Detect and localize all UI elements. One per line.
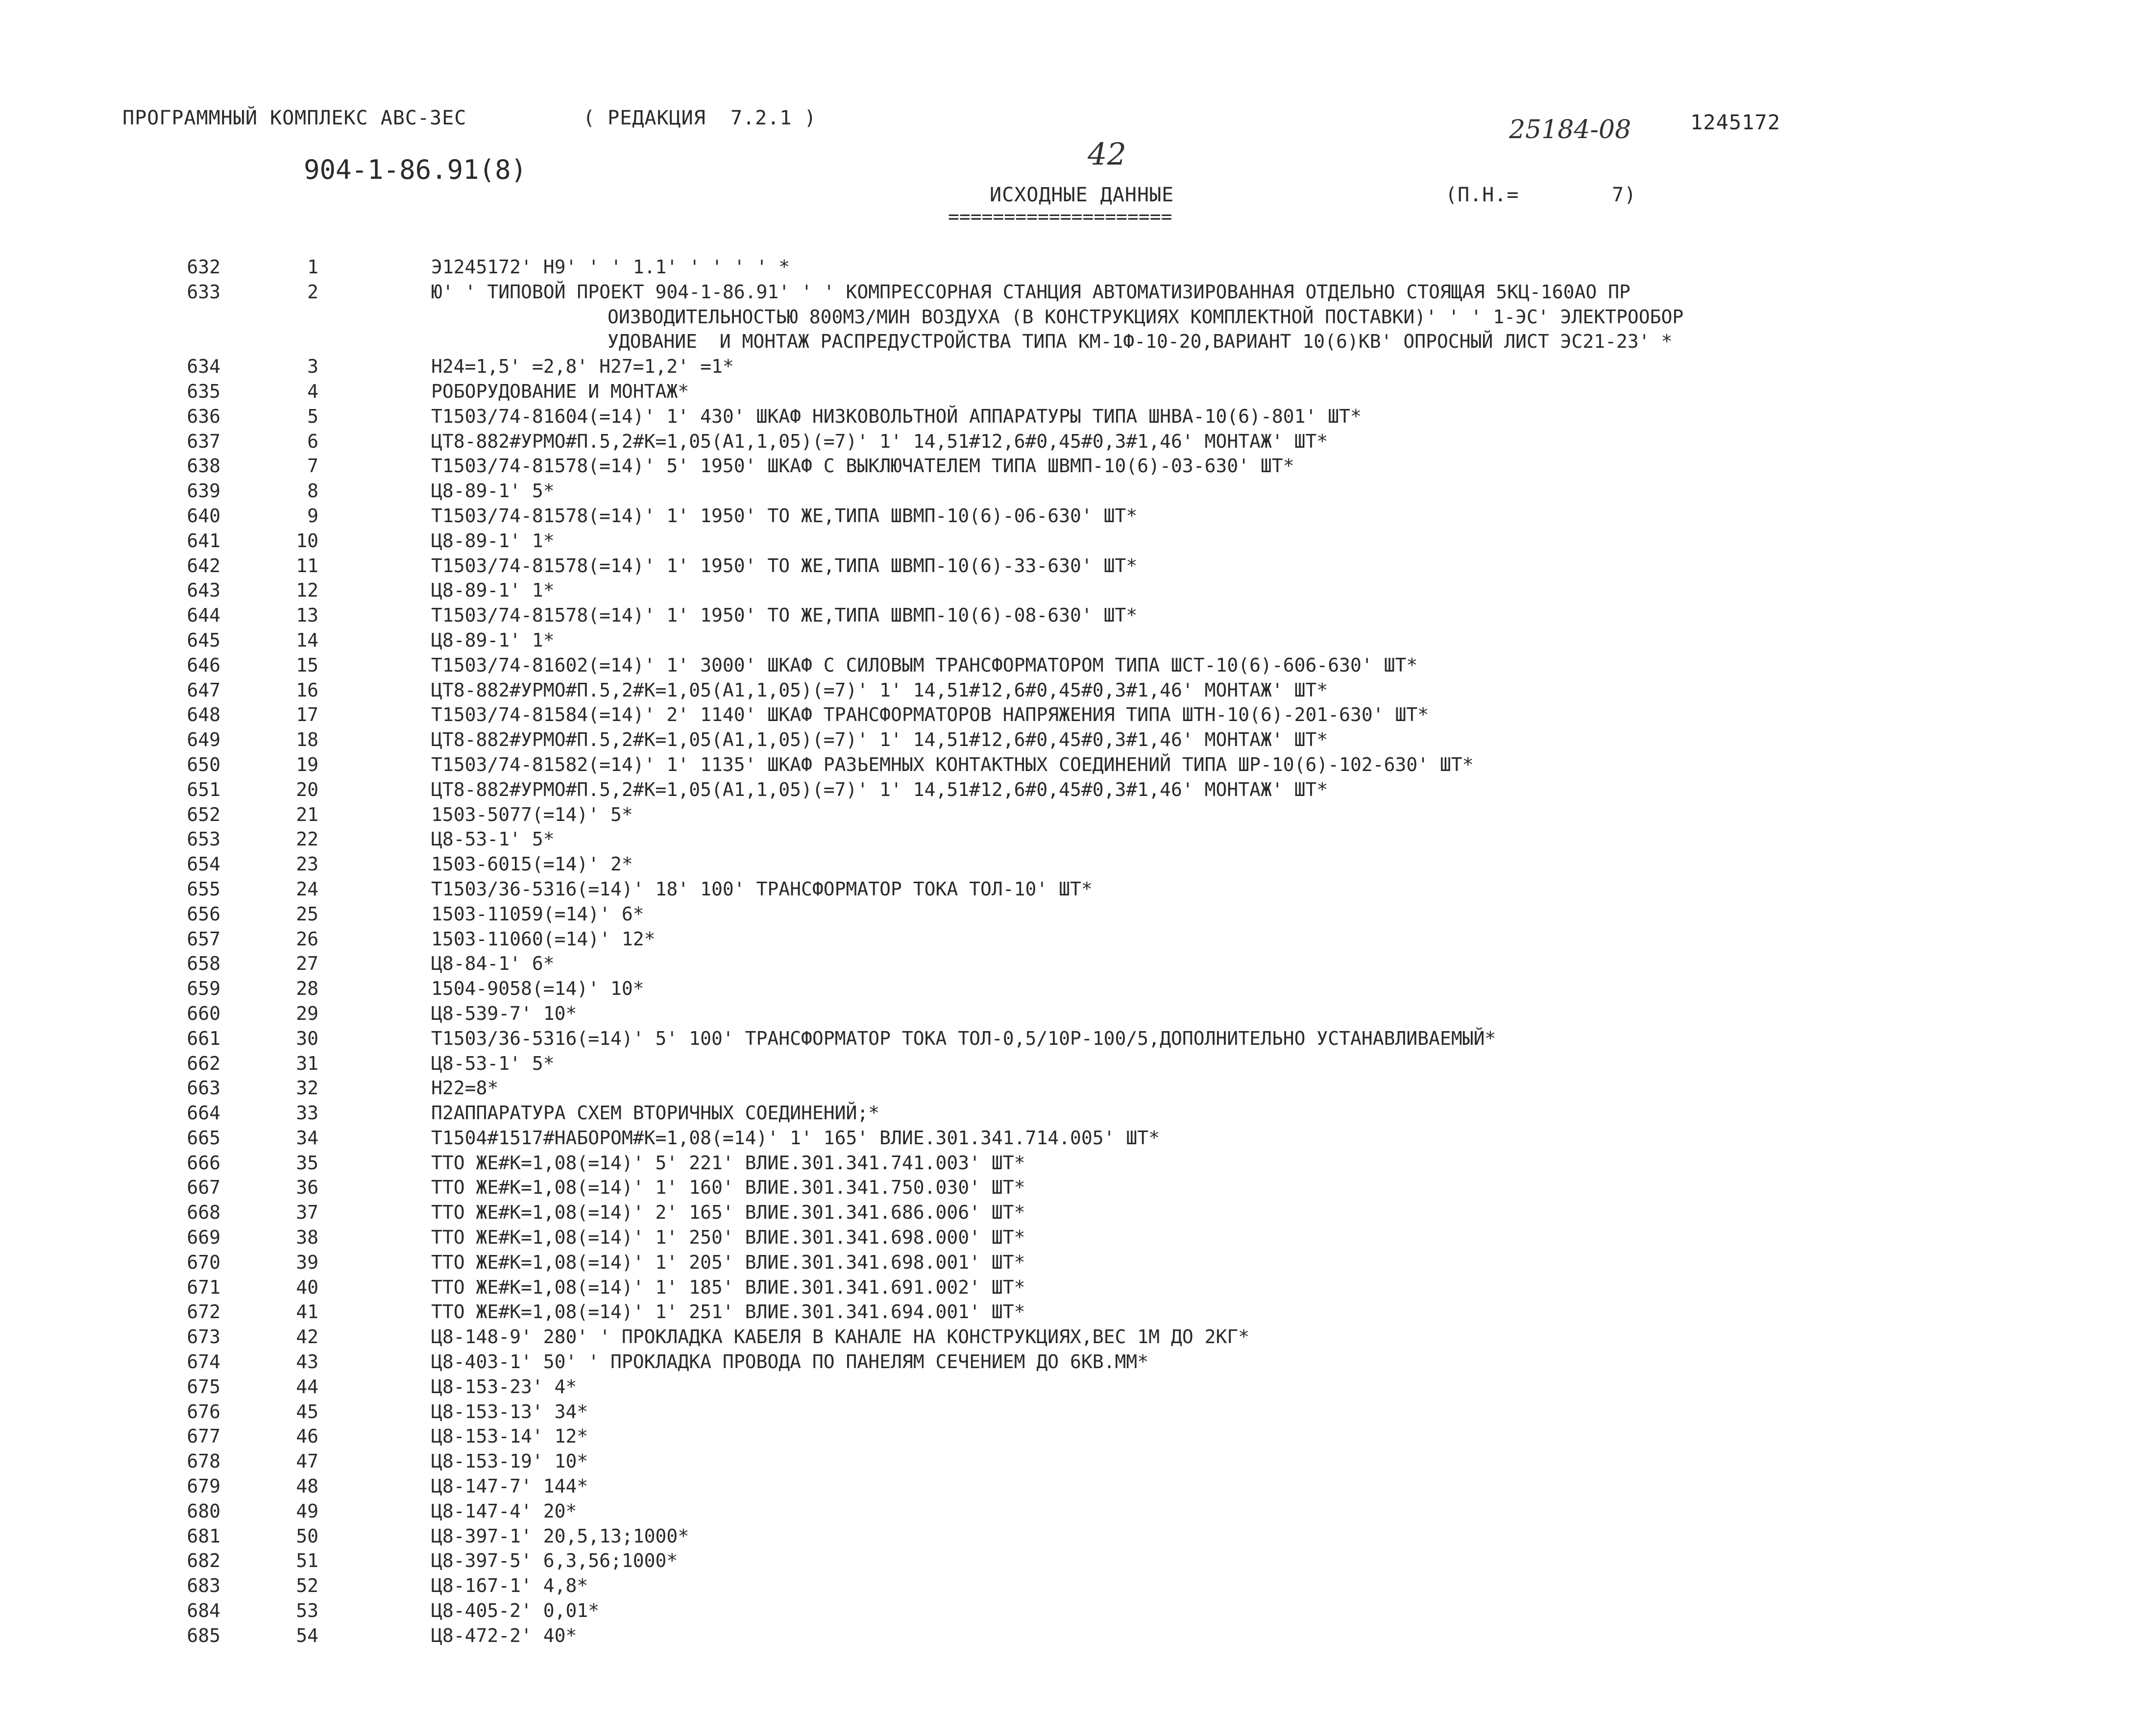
listing-row: [0, 578, 2141, 603]
row-text: Ц8-539-7' 10*: [431, 1002, 577, 1024]
line-number: 668: [187, 1202, 220, 1224]
line-number: 663: [187, 1077, 220, 1099]
row-text: П2АППАРАТУРА СХЕМ ВТОРИЧНЫХ СОЕДИНЕНИЙ;*: [431, 1102, 880, 1124]
listing-row: [0, 1350, 2141, 1374]
sequence-number: 32: [296, 1077, 318, 1099]
sequence-number: 52: [296, 1575, 318, 1597]
listing-row: [0, 653, 2141, 678]
row-text: Ц8-147-4' 20*: [431, 1500, 577, 1522]
line-number: 636: [187, 405, 220, 427]
sequence-number: 38: [296, 1227, 318, 1249]
row-text: 1503-11059(=14)' 6*: [431, 903, 644, 925]
sequence-number: 18: [296, 729, 318, 751]
listing-row: [0, 1598, 2141, 1623]
sequence-number: 40: [296, 1276, 318, 1298]
row-text: ТТО ЖЕ#К=1,08(=14)' 1' 185' ВЛИЕ.301.341.691.002' ШТ*: [431, 1276, 1025, 1298]
row-text: Ц8-89-1' 1*: [431, 530, 555, 552]
listing-row: [0, 1076, 2141, 1101]
listing-row: [0, 1325, 2141, 1350]
sequence-number: 17: [296, 704, 318, 726]
row-text: ТТО ЖЕ#К=1,08(=14)' 2' 165' ВЛИЕ.301.341.686.006' ШТ*: [431, 1202, 1025, 1224]
row-text: Т1503/36-5316(=14)' 18' 100' ТРАНСФОРМАТОР ТОКА ТОЛ-10' ШТ*: [431, 878, 1093, 900]
row-text: Н24=1,5' =2,8' Н27=1,2' =1*: [431, 356, 734, 378]
sequence-number: 4: [307, 380, 318, 402]
row-text: Ц8-89-1' 1*: [431, 579, 555, 602]
handwritten-code: 25184-08: [1509, 115, 1631, 145]
line-number: 672: [187, 1301, 220, 1323]
listing-row: [0, 1499, 2141, 1524]
listing-row: [0, 752, 2141, 777]
line-number: 680: [187, 1500, 220, 1522]
sequence-number: 39: [296, 1251, 318, 1273]
listing-row: [0, 976, 2141, 1001]
listing-row: [0, 702, 2141, 727]
row-text: Ц8-405-2' 0,01*: [431, 1600, 600, 1622]
sequence-number: 53: [296, 1600, 318, 1622]
line-number: 679: [187, 1475, 220, 1497]
row-text: Т1503/74-81578(=14)' 1' 1950' ТО ЖЕ,ТИПА ШВМП-10(6)-06-630' ШТ*: [431, 505, 1138, 527]
row-text: Ц8-167-1' 4,8*: [431, 1575, 588, 1597]
row-text: ТТО ЖЕ#К=1,08(=14)' 5' 221' ВЛИЕ.301.341.741.003' ШТ*: [431, 1152, 1025, 1174]
line-number: 673: [187, 1326, 220, 1348]
sequence-number: 25: [296, 903, 318, 925]
line-number: 660: [187, 1002, 220, 1024]
line-number: 657: [187, 928, 220, 950]
row-text: Т1503/36-5316(=14)' 5' 100' ТРАНСФОРМАТОР ТОКА ТОЛ-0,5/10Р-100/5,ДОПОЛНИТЕЛЬНО УСТАНАВЛИВАЕМЫЙ*: [431, 1027, 1496, 1049]
sequence-number: 30: [296, 1027, 318, 1049]
row-text: ЦТ8-882#УРМО#П.5,2#К=1,05(А1,1,05)(=7)' 1' 14,51#12,6#0,45#0,3#1,46' МОНТАЖ' ШТ*: [431, 679, 1328, 701]
sequence-number: 42: [296, 1326, 318, 1348]
row-text: Т1503/74-81584(=14)' 2' 1140' ШКАФ ТРАНСФОРМАТОРОВ НАПРЯЖЕНИЯ ТИПА ШТН-10(6)-201-630' ШТ*: [431, 704, 1429, 726]
sequence-number: 5: [307, 405, 318, 427]
listing-row: [0, 1623, 2141, 1648]
sequence-number: 24: [296, 878, 318, 900]
line-number: 641: [187, 530, 220, 552]
edition-label: ( РЕДАКЦИЯ 7.2.1 ): [583, 107, 817, 129]
line-number: 650: [187, 753, 220, 775]
line-number: 642: [187, 555, 220, 577]
row-text: Т1503/74-81604(=14)' 1' 430' ШКАФ НИЗКОВОЛЬТНОЙ АППАРАТУРЫ ТИПА ШНВА-10(6)-801' ШТ*: [431, 405, 1362, 427]
row-text: ТТО ЖЕ#К=1,08(=14)' 1' 205' ВЛИЕ.301.341.698.001' ШТ*: [431, 1251, 1025, 1273]
listing-row: [0, 1126, 2141, 1151]
sequence-number: 45: [296, 1400, 318, 1423]
sequence-number: 13: [296, 604, 318, 627]
pn-value: 7): [1612, 184, 1637, 206]
sequence-number: 10: [296, 530, 318, 552]
line-number: 632: [187, 256, 220, 278]
sequence-number: 54: [296, 1624, 318, 1646]
row-text: Ц8-89-1' 1*: [431, 629, 555, 651]
line-number: 652: [187, 803, 220, 825]
row-text: Ц8-148-9' 280' ' ПРОКЛАДКА КАБЕЛЯ В КАНАЛЕ НА КОНСТРУКЦИЯХ,ВЕС 1М ДО 2КГ*: [431, 1326, 1250, 1348]
listing-row: [0, 479, 2141, 504]
row-text: Ц8-89-1' 5*: [431, 480, 555, 502]
sequence-number: 22: [296, 828, 318, 850]
line-number: 645: [187, 629, 220, 651]
row-text: Т1503/74-81578(=14)' 5' 1950' ШКАФ С ВЫКЛЮЧАТЕЛЕМ ТИПА ШВМП-10(6)-03-630' ШТ*: [431, 455, 1294, 477]
line-number: 653: [187, 828, 220, 850]
listing-row: [0, 1474, 2141, 1499]
listing-row: [0, 379, 2141, 404]
listing-row: [0, 727, 2141, 752]
line-number: 684: [187, 1600, 220, 1622]
sequence-number: 49: [296, 1500, 318, 1522]
row-text: Ц8-153-14' 12*: [431, 1425, 588, 1447]
pn-label: (П.Н.=: [1445, 184, 1519, 206]
listing-row: [0, 1026, 2141, 1051]
listing-row: [0, 1399, 2141, 1424]
row-text: 1503-11060(=14)' 12*: [431, 928, 656, 950]
listing-row: [0, 1101, 2141, 1126]
row-text: Ц8-84-1' 6*: [431, 953, 555, 975]
sequence-number: 11: [296, 555, 318, 577]
sequence-number: 1: [307, 256, 318, 278]
listing-row: [0, 280, 2141, 305]
listing-row: [0, 1275, 2141, 1300]
sequence-number: 29: [296, 1002, 318, 1024]
line-number: 635: [187, 380, 220, 402]
line-number: 677: [187, 1425, 220, 1447]
sequence-number: 43: [296, 1351, 318, 1373]
sequence-number: 48: [296, 1475, 318, 1497]
sequence-number: 7: [307, 455, 318, 477]
line-number: 639: [187, 480, 220, 502]
listing-row: [0, 1250, 2141, 1275]
listing-row: [0, 852, 2141, 877]
row-text: ТТО ЖЕ#К=1,08(=14)' 1' 250' ВЛИЕ.301.341.698.000' ШТ*: [431, 1227, 1025, 1249]
row-text: Т1503/74-81578(=14)' 1' 1950' ТО ЖЕ,ТИПА ШВМП-10(6)-08-630' ШТ*: [431, 604, 1138, 627]
line-number: 648: [187, 704, 220, 726]
listing-row: [0, 1374, 2141, 1399]
listing-row: [0, 902, 2141, 927]
line-number: 640: [187, 505, 220, 527]
line-number: 664: [187, 1102, 220, 1124]
line-number: 659: [187, 978, 220, 1000]
listing-row: [0, 678, 2141, 703]
listing-row: [0, 1300, 2141, 1325]
listing-row: [0, 603, 2141, 628]
sequence-number: 26: [296, 928, 318, 950]
line-number: 637: [187, 430, 220, 452]
sequence-number: 16: [296, 679, 318, 701]
listing-row: [0, 529, 2141, 554]
row-text: ТТО ЖЕ#К=1,08(=14)' 1' 160' ВЛИЕ.301.341.750.030' ШТ*: [431, 1177, 1025, 1199]
sequence-number: 27: [296, 953, 318, 975]
row-text: Т1504#1517#НАБОРОМ#К=1,08(=14)' 1' 165' ВЛИЕ.301.341.714.005' ШТ*: [431, 1127, 1160, 1149]
listing-row: [0, 1524, 2141, 1549]
listing-row: [0, 877, 2141, 902]
listing-row: [0, 927, 2141, 952]
row-text: Т1503/74-81582(=14)' 1' 1135' ШКАФ РАЗЬЕМНЫХ КОНТАКТНЫХ СОЕДИНЕНИЙ ТИПА ШР-10(6)-102-630' ШТ*: [431, 753, 1474, 775]
line-number: 643: [187, 579, 220, 602]
line-number: 647: [187, 679, 220, 701]
row-text: ТТО ЖЕ#К=1,08(=14)' 1' 251' ВЛИЕ.301.341.694.001' ШТ*: [431, 1301, 1025, 1323]
line-number: 671: [187, 1276, 220, 1298]
sequence-number: 34: [296, 1127, 318, 1149]
line-number: 633: [187, 281, 220, 303]
row-text: Ц8-53-1' 5*: [431, 828, 555, 850]
row-text: Ю' ' ТИПОВОЙ ПРОЕКТ 904-1-86.91' ' ' КОМПРЕССОРНАЯ СТАНЦИЯ АВТОМАТИЗИРОВАННАЯ ОТДЕЛЬНО СТОЯЩАЯ 5КЦ-160АО ПР: [431, 281, 1630, 303]
sequence-number: 36: [296, 1177, 318, 1199]
line-number: 638: [187, 455, 220, 477]
sequence-number: 28: [296, 978, 318, 1000]
listing-row: [0, 504, 2141, 529]
sequence-number: 46: [296, 1425, 318, 1447]
sequence-number: 33: [296, 1102, 318, 1124]
row-continuation: ОИЗВОДИТЕЛЬНОСТЬЮ 800М3/МИН ВОЗДУХА (В КОНСТРУКЦИЯХ КОМПЛЕКТНОЙ ПОСТАВКИ)' ' ' 1-ЭС' ЭЛЕКТРООБОР: [608, 306, 1684, 328]
listing-row: [0, 1548, 2141, 1573]
sequence-number: 47: [296, 1450, 318, 1472]
listing-row: [0, 777, 2141, 802]
listing-row: [0, 554, 2141, 579]
row-text: Ц8-147-7' 144*: [431, 1475, 588, 1497]
row-text: Ц8-53-1' 5*: [431, 1052, 555, 1074]
page-title: ИСХОДНЫЕ ДАННЫЕ: [990, 184, 1174, 206]
sequence-number: 2: [307, 281, 318, 303]
row-text: Ц8-153-19' 10*: [431, 1450, 588, 1472]
listing-row: [0, 429, 2141, 454]
row-text: Т1503/74-81578(=14)' 1' 1950' ТО ЖЕ,ТИПА ШВМП-10(6)-33-630' ШТ*: [431, 555, 1138, 577]
listing-row: [0, 404, 2141, 429]
line-number: 646: [187, 654, 220, 676]
listing-row: [0, 1424, 2141, 1449]
row-text: Ц8-153-23' 4*: [431, 1375, 577, 1398]
listing-row: [0, 1225, 2141, 1250]
sequence-number: 21: [296, 803, 318, 825]
line-number: 665: [187, 1127, 220, 1149]
line-number: 681: [187, 1525, 220, 1547]
line-number: 658: [187, 953, 220, 975]
listing-row: [0, 305, 2141, 330]
line-number: 685: [187, 1624, 220, 1646]
document-number: 1245172: [1690, 110, 1781, 134]
line-number: 683: [187, 1575, 220, 1597]
sequence-number: 31: [296, 1052, 318, 1074]
line-number: 676: [187, 1400, 220, 1423]
line-number: 656: [187, 903, 220, 925]
project-code: 904-1-86.91(8): [304, 154, 527, 185]
line-number: 649: [187, 729, 220, 751]
row-text: Ц8-397-1' 20,5,13;1000*: [431, 1525, 689, 1547]
sequence-number: 6: [307, 430, 318, 452]
row-text: Ц8-472-2' 40*: [431, 1624, 577, 1646]
row-text: 1503-6015(=14)' 2*: [431, 853, 633, 875]
line-number: 678: [187, 1450, 220, 1472]
listing-row: [0, 354, 2141, 379]
sequence-number: 41: [296, 1301, 318, 1323]
listing-row: [0, 1573, 2141, 1598]
row-text: Ц8-397-5' 6,3,56;1000*: [431, 1550, 678, 1572]
row-text: Н22=8*: [431, 1077, 499, 1099]
listing-row: [0, 1175, 2141, 1200]
line-number: 674: [187, 1351, 220, 1373]
sequence-number: 12: [296, 579, 318, 602]
listing-row: [0, 1449, 2141, 1474]
row-text: Ц8-403-1' 50' ' ПРОКЛАДКА ПРОВОДА ПО ПАНЕЛЯМ СЕЧЕНИЕМ ДО 6КВ.ММ*: [431, 1351, 1149, 1373]
sequence-number: 23: [296, 853, 318, 875]
listing-row: [0, 454, 2141, 479]
listing-row: [0, 827, 2141, 852]
sequence-number: 8: [307, 480, 318, 502]
listing-row: [0, 255, 2141, 280]
line-number: 669: [187, 1227, 220, 1249]
listing-row: [0, 329, 2141, 354]
row-text: ЦТ8-882#УРМО#П.5,2#К=1,05(А1,1,05)(=7)' 1' 14,51#12,6#0,45#0,3#1,46' МОНТАЖ' ШТ*: [431, 430, 1328, 452]
row-text: Э1245172' Н9' ' ' 1.1' ' ' ' ' *: [431, 256, 790, 278]
listing-row: [0, 802, 2141, 827]
page-number: 42: [1088, 136, 1126, 172]
line-number: 655: [187, 878, 220, 900]
sequence-number: 44: [296, 1375, 318, 1398]
line-number: 654: [187, 853, 220, 875]
sequence-number: 14: [296, 629, 318, 651]
sequence-number: 19: [296, 753, 318, 775]
row-text: ЦТ8-882#УРМО#П.5,2#К=1,05(А1,1,05)(=7)' 1' 14,51#12,6#0,45#0,3#1,46' МОНТАЖ' ШТ*: [431, 729, 1328, 751]
sequence-number: 51: [296, 1550, 318, 1572]
listing-row: [0, 1200, 2141, 1225]
sequence-number: 20: [296, 778, 318, 800]
sequence-number: 9: [307, 505, 318, 527]
line-number: 675: [187, 1375, 220, 1398]
row-text: 1504-9058(=14)' 10*: [431, 978, 644, 1000]
line-number: 661: [187, 1027, 220, 1049]
sequence-number: 37: [296, 1202, 318, 1224]
row-text: ЦТ8-882#УРМО#П.5,2#К=1,05(А1,1,05)(=7)' 1' 14,51#12,6#0,45#0,3#1,46' МОНТАЖ' ШТ*: [431, 778, 1328, 800]
listing-row: [0, 1051, 2141, 1076]
line-number: 666: [187, 1152, 220, 1174]
line-number: 644: [187, 604, 220, 627]
title-underline: ====================: [948, 206, 1172, 227]
line-number: 670: [187, 1251, 220, 1273]
sequence-number: 3: [307, 356, 318, 378]
line-number: 682: [187, 1550, 220, 1572]
line-number: 634: [187, 356, 220, 378]
sequence-number: 50: [296, 1525, 318, 1547]
input-data-listing: [0, 255, 2141, 1648]
row-text: Ц8-153-13' 34*: [431, 1400, 588, 1423]
sequence-number: 35: [296, 1152, 318, 1174]
listing-row: [0, 1001, 2141, 1026]
line-number: 667: [187, 1177, 220, 1199]
program-name: ПРОГРАММНЫЙ КОМПЛЕКС АВС-ЗЕС: [122, 107, 467, 129]
listing-row: [0, 1151, 2141, 1176]
row-text: Т1503/74-81602(=14)' 1' 3000' ШКАФ С СИЛОВЫМ ТРАНСФОРМАТОРОМ ТИПА ШСТ-10(6)-606-630' ШТ*: [431, 654, 1418, 676]
line-number: 662: [187, 1052, 220, 1074]
listing-row: [0, 628, 2141, 653]
line-number: 651: [187, 778, 220, 800]
listing-row: [0, 951, 2141, 976]
row-continuation: УДОВАНИЕ И МОНТАЖ РАСПРЕДУСТРОЙСТВА ТИПА КМ-1Ф-10-20,ВАРИАНТ 10(6)КВ' ОПРОСНЫЙ ЛИСТ ЭС21-23' *: [608, 331, 1673, 353]
row-text: РОБОРУДОВАНИЕ И МОНТАЖ*: [431, 380, 689, 402]
sequence-number: 15: [296, 654, 318, 676]
row-text: 1503-5077(=14)' 5*: [431, 803, 633, 825]
